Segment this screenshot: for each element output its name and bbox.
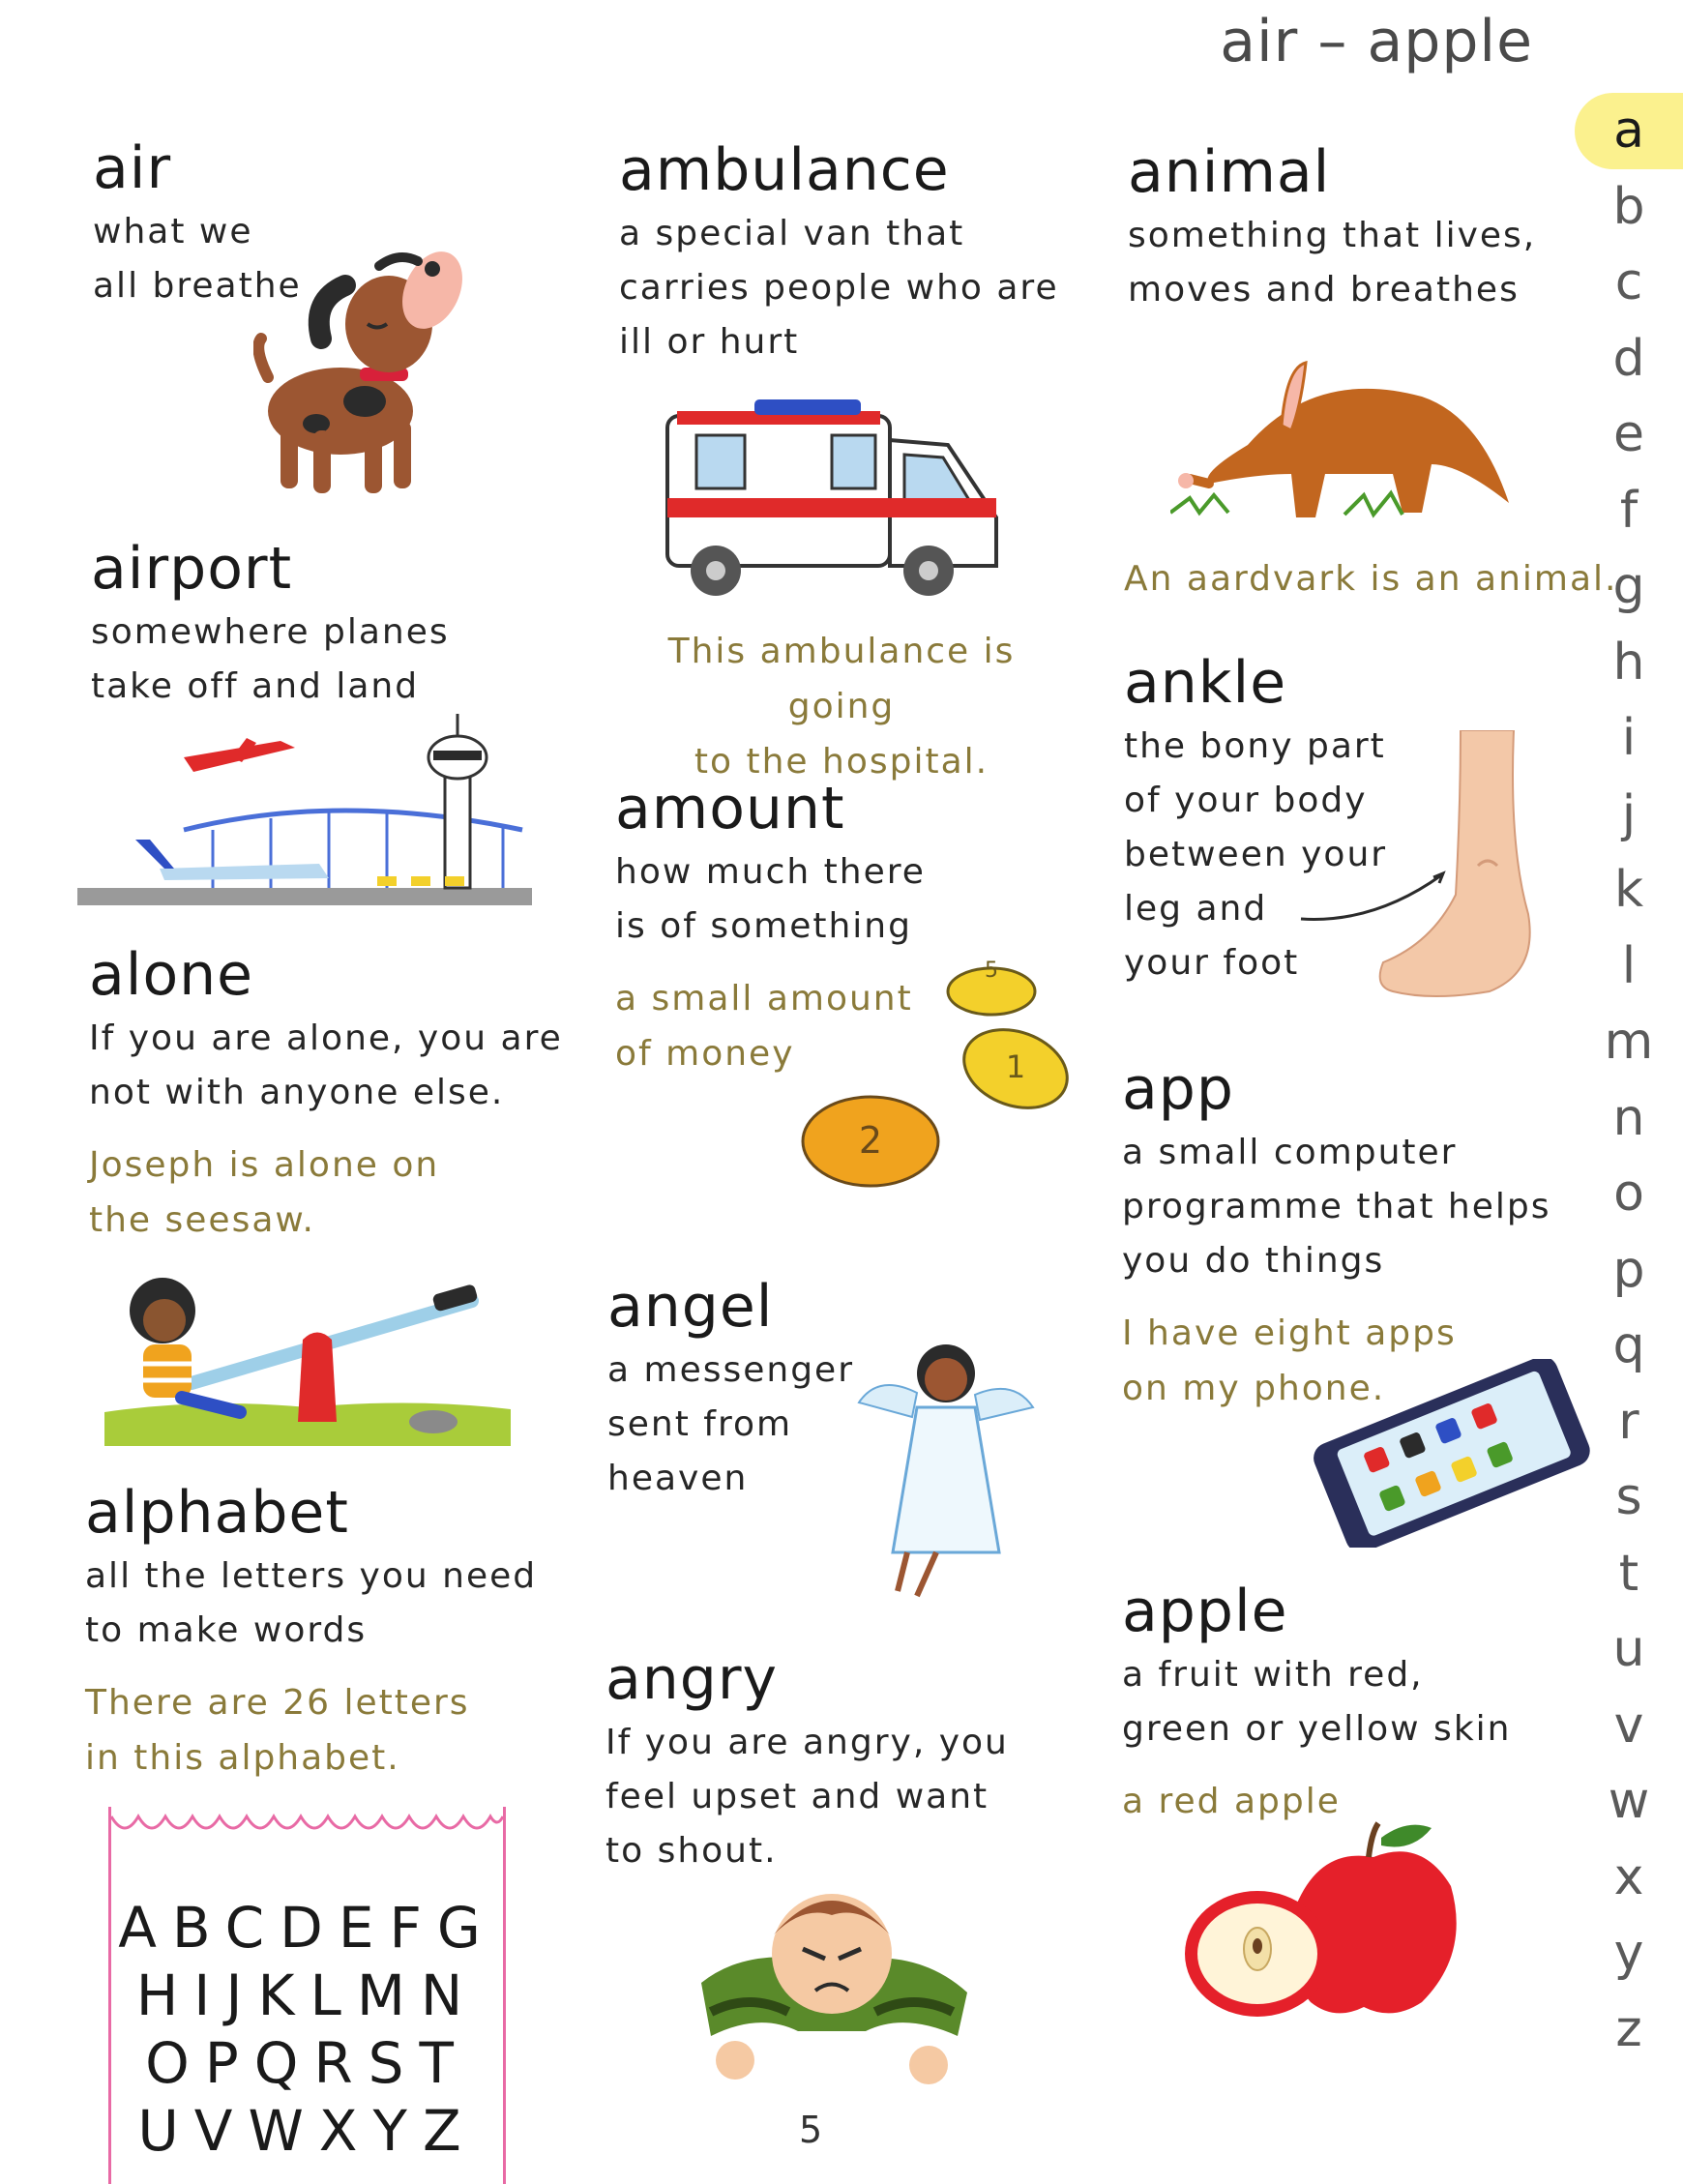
headword: app <box>1122 1055 1234 1123</box>
example: a small amount of money <box>615 979 913 1074</box>
coin-value-medium: 1 <box>1005 1048 1026 1085</box>
example: Joseph is alone on the seesaw. <box>89 1145 440 1240</box>
angel-illustration <box>840 1286 1052 1606</box>
dog-illustration <box>253 242 476 503</box>
entry-alone <box>89 940 563 1248</box>
airport-illustration <box>77 704 532 912</box>
headword: apple <box>1122 1578 1288 1645</box>
ambulance-illustration <box>638 372 1006 614</box>
headword: ankle <box>1124 649 1287 717</box>
animal-example-wrap <box>1124 551 1617 606</box>
definition: all the letters you need to make words <box>85 1556 538 1650</box>
definition: the bony part of your body between your leg and your foot <box>1124 726 1388 983</box>
example: There are 26 letters in this alphabet. <box>85 1683 470 1778</box>
entry-airport <box>91 534 450 714</box>
index-letter-t[interactable]: t <box>1618 1544 1639 1603</box>
index-letter-x[interactable]: x <box>1613 1847 1644 1906</box>
index-letter-z[interactable]: z <box>1615 1999 1642 2058</box>
definition: If you are alone, you are not with anyone else. <box>89 1018 563 1112</box>
index-letter-j[interactable]: j <box>1621 784 1637 843</box>
definition: what we all breathe <box>93 212 302 306</box>
index-letter-g[interactable]: g <box>1612 557 1645 615</box>
alphabet-rows <box>111 1894 503 2165</box>
definition: a fruit with red, green or yellow skin <box>1122 1655 1512 1749</box>
index-letter-s[interactable]: s <box>1615 1468 1642 1526</box>
entry-ambulance <box>619 135 1059 369</box>
index-letter-i[interactable]: i <box>1621 709 1637 767</box>
index-letter-l[interactable]: l <box>1621 936 1637 995</box>
index-letter-w[interactable]: w <box>1608 1772 1650 1830</box>
headword: air <box>93 134 172 202</box>
headword: angel <box>607 1273 774 1341</box>
index-letter-r[interactable]: r <box>1618 1392 1639 1451</box>
index-letter-p[interactable]: p <box>1612 1240 1645 1299</box>
entry-angel <box>607 1272 854 1506</box>
entry-alphabet <box>85 1478 537 1786</box>
index-letter-f[interactable]: f <box>1619 481 1639 540</box>
entry-angry <box>605 1644 1009 1878</box>
index-letter-u[interactable]: u <box>1612 1620 1645 1678</box>
index-letter-y[interactable]: y <box>1613 1924 1644 1982</box>
definition: a small computer programme that helps you do things <box>1122 1133 1551 1281</box>
entry-animal <box>1128 137 1536 317</box>
seesaw-illustration <box>104 1243 511 1451</box>
example: I have eight apps on my phone. <box>1122 1313 1457 1408</box>
phone-illustration <box>1301 1359 1596 1548</box>
index-letter-m[interactable]: m <box>1604 1013 1654 1071</box>
headword: angry <box>605 1645 779 1713</box>
apple-illustration <box>1180 1818 1470 2026</box>
definition: a messenger sent from heaven <box>607 1350 854 1498</box>
alphabet-index <box>1575 93 1683 2067</box>
coin-value-small: 5 <box>985 959 998 983</box>
scalloped-edge <box>111 1807 503 1845</box>
alphabet-card <box>108 1807 506 2184</box>
index-letter-k[interactable]: k <box>1613 861 1644 919</box>
index-letter-o[interactable]: o <box>1613 1165 1644 1223</box>
headword: ambulance <box>619 136 950 204</box>
coin-value-large: 2 <box>858 1119 883 1162</box>
definition: a special van that carries people who are ill or hurt <box>619 214 1059 362</box>
alphabet-row: OPQRST <box>145 2030 469 2096</box>
ambulance-example-wrap <box>638 624 1045 789</box>
definition: something that lives, moves and breathes <box>1128 216 1537 310</box>
entry-apple <box>1122 1577 1511 1829</box>
page-number: 5 <box>799 2109 823 2151</box>
example: a red apple <box>1122 1782 1341 1821</box>
definition: how much there is of something <box>615 852 926 946</box>
aardvark-illustration <box>1170 348 1519 532</box>
index-letter-c[interactable]: c <box>1614 253 1643 311</box>
example: This ambulance is going to the hospital. <box>667 632 1016 782</box>
foot-illustration <box>1296 730 1548 1006</box>
index-letter-n[interactable]: n <box>1612 1088 1645 1147</box>
headword: amount <box>615 775 845 842</box>
page-header: air – apple <box>1220 8 1533 75</box>
definition: somewhere planes take off and land <box>91 612 450 706</box>
coins-illustration <box>798 948 1074 1195</box>
headword: airport <box>91 535 293 603</box>
alphabet-row: UVWXYZ <box>137 2098 477 2164</box>
alphabet-row: ABCDEFG <box>118 1895 496 1961</box>
index-letter-q[interactable]: q <box>1612 1316 1645 1374</box>
definition: If you are angry, you feel upset and want to shout. <box>605 1723 1009 1871</box>
index-letter-e[interactable]: e <box>1613 405 1644 463</box>
headword: animal <box>1128 138 1331 206</box>
index-letter-d[interactable]: d <box>1612 329 1645 388</box>
index-letter-v[interactable]: v <box>1613 1696 1644 1755</box>
headword: alone <box>89 941 254 1009</box>
headword: alphabet <box>85 1479 349 1547</box>
angry-boy-illustration <box>692 1867 972 2109</box>
example: An aardvark is an animal. <box>1124 559 1618 599</box>
index-letter-h[interactable]: h <box>1612 633 1645 692</box>
alphabet-row: HIJKLMN <box>135 1963 479 2028</box>
index-letter-a[interactable]: a <box>1575 93 1683 169</box>
index-letter-b[interactable]: b <box>1612 177 1645 236</box>
